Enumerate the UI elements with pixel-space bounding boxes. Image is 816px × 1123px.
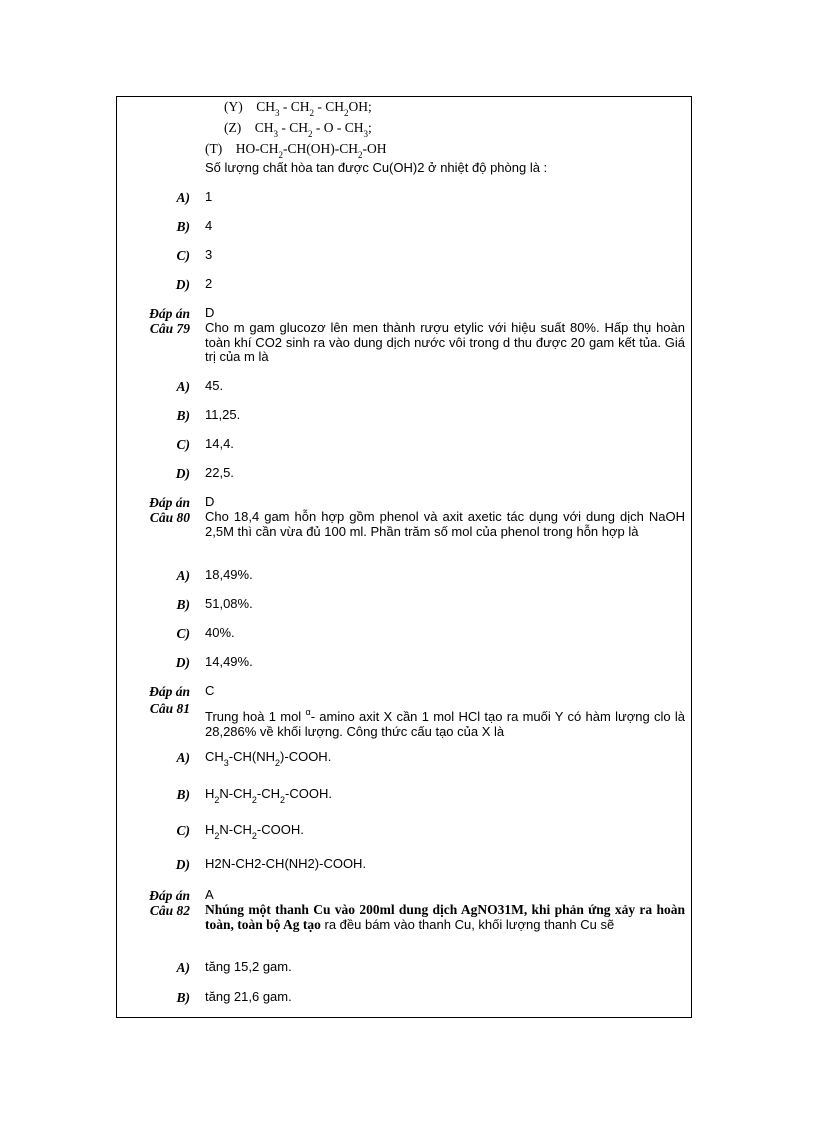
- formula-t: (T) $HO-CH_2-CH(OH)-CH_2-OH$: [205, 141, 387, 160]
- formula-z: (Z) $CH_3 - CH_2$ - O - $CH_3$;: [224, 120, 372, 139]
- option-label: C): [176, 626, 190, 641]
- option-text: 18,49%.: [205, 567, 253, 582]
- option-text: 45.: [205, 378, 224, 393]
- option-text: tăng 21,6 gam.: [205, 989, 292, 1004]
- option-text: 51,08%.: [205, 596, 253, 611]
- option-label: B): [176, 408, 190, 423]
- question-text: Cho 18,4 gam hỗn hợp gồm phenol và axit axetic tác dụng với dung dịch NaOH 2,5M thì cần vừa đủ 100 ml. Phần trăm số mol của phenol trong hỗn hợp là: [205, 509, 685, 539]
- option-label: D): [175, 655, 190, 670]
- option-label: D): [175, 857, 190, 872]
- option-text: $H_2N-CH_2$-COOH.: [205, 822, 304, 841]
- option-text: 22,5.: [205, 465, 234, 480]
- option-label: B): [176, 787, 190, 802]
- answer-value: A: [205, 887, 214, 902]
- intro-option-a-label: A): [176, 190, 190, 205]
- option-label: A): [176, 960, 190, 975]
- option-text: tăng 15,2 gam.: [205, 959, 292, 974]
- intro-option-d-label: D): [175, 277, 190, 292]
- answer-value: D: [205, 494, 215, 509]
- intro-option-c-label: C): [176, 248, 190, 263]
- question-number: Câu 82: [149, 903, 190, 918]
- formula-y: (Y) $CH_3 - CH_2 - CH_2OH$;: [224, 99, 372, 118]
- question-number: Câu 81: [149, 701, 190, 716]
- option-label: C): [176, 823, 190, 838]
- option-label: B): [176, 990, 190, 1005]
- option-label: B): [176, 597, 190, 612]
- intro-question: Số lượng chất hòa tan được Cu(OH)2 ở nhiệt độ phòng là :: [205, 160, 548, 175]
- answer-value: C: [205, 683, 215, 698]
- question-text: Trung hoà 1 mol $^\alpha$- amino axit X cần 1 mol HCl tạo ra muối Y có hàm lượng clo là 28,286% về khối lượng. Công thức cấu tạo của X là: [205, 707, 685, 739]
- option-text: $H_2N-CH_2-CH_2$-COOH.: [205, 786, 332, 805]
- answer-label: Đáp án: [149, 684, 190, 699]
- option-label: C): [176, 437, 190, 452]
- option-text: 11,25.: [205, 407, 241, 422]
- option-text: 14,4.: [205, 436, 234, 451]
- intro-option-c: 3: [205, 247, 213, 262]
- option-text: $CH_3-CH(NH_2)$-COOH.: [205, 749, 332, 768]
- option-text: 14,49%.: [205, 654, 253, 669]
- answer-label: Đáp án: [149, 888, 190, 903]
- question-number: Câu 80: [149, 510, 190, 525]
- answer-label: Đáp án: [149, 495, 190, 510]
- intro-option-b: 4: [205, 218, 213, 233]
- option-label: D): [175, 466, 190, 481]
- intro-option-d: 2: [205, 276, 213, 291]
- intro-option-a: 1: [205, 189, 213, 204]
- option-label: A): [176, 568, 190, 583]
- question-number: Câu 79: [149, 321, 190, 336]
- question-text: Nhúng một thanh Cu vào 200ml dung dịch AgNO31M, khi phản ứng xảy ra hoàn toàn, toàn bộ Ag tạo ra đều bám vào thanh Cu, khối lượng thanh Cu sẽ: [205, 902, 685, 932]
- answer-value: D: [205, 305, 215, 320]
- alpha-symbol: α: [305, 707, 311, 717]
- option-label: A): [176, 750, 190, 765]
- option-text: 40%.: [205, 625, 235, 640]
- page-frame: [116, 96, 692, 1018]
- intro-option-b-label: B): [176, 219, 190, 234]
- answer-label: Đáp án: [149, 306, 190, 321]
- option-label: A): [176, 379, 190, 394]
- option-text: H2N-CH2-CH(NH2)-COOH.: [205, 856, 367, 871]
- question-text: Cho m gam glucozơ lên men thành rượu etylic với hiệu suất 80%. Hấp thụ hoàn toàn khí CO2 sinh ra vào dung dịch nước vôi trong d thu được 20 gam kết tủa. Giá trị của m là: [205, 320, 685, 364]
